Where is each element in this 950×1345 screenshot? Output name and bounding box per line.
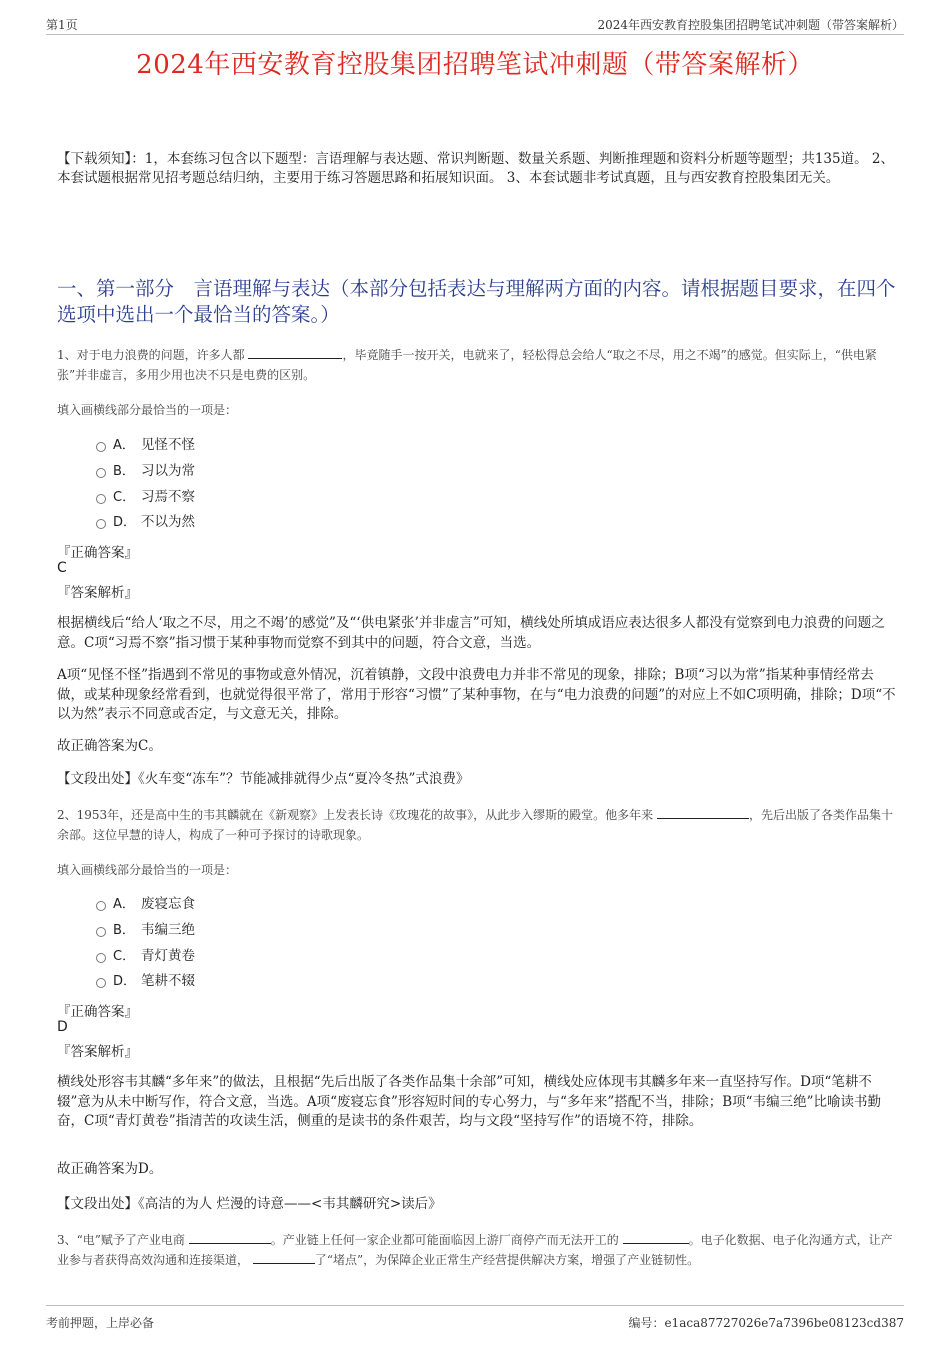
question-1-option-a[interactable]: A． 见怪不怪 xyxy=(96,435,195,455)
radio-icon[interactable] xyxy=(96,442,106,452)
question-2-text-b: ，先后出版了各类作品集十余部。这位早慧的诗人，构成了一种可予探讨的诗歌现象。 xyxy=(57,808,894,842)
question-1-text-a: 1、对于电力浪费的问题，许多人都 xyxy=(57,348,245,362)
section-heading: 一、第一部分 言语理解与表达（本部分包括表达与理解两方面的内容。请根据题目要求，在四个选项中选出一个最恰当的答案。） xyxy=(57,277,896,326)
question-2-conclusion: 故正确答案为D。 xyxy=(57,1161,163,1177)
question-2-stem xyxy=(57,805,902,845)
question-3-blank-1 xyxy=(189,1231,271,1244)
question-1-correct-tag: 『正确答案』 xyxy=(57,545,138,561)
question-2-option-c[interactable]: C． 青灯黄卷 xyxy=(96,946,195,966)
radio-icon[interactable] xyxy=(96,953,106,963)
question-2-option-a[interactable]: A． 废寝忘食 xyxy=(96,894,195,914)
radio-icon[interactable] xyxy=(96,901,106,911)
question-1-answer: C xyxy=(57,560,67,576)
question-1-analysis-2: A项“见怪不怪”指遇到不常见的事物或意外情况，沉着镇静，文段中浪费电力并非不常见的现象，排除；B项“习以为常”指某种事情经常去做，或某种现象经常看到，也就觉得很平常了，常用于形容“习惯”了某种事物，在与“电力浪费的问题”的对应上不如C项明确，排除；D项“不以为然”表示不同意或否定，与文意无关，排除。 xyxy=(57,667,896,722)
download-notice: 【下载须知】：1，本套练习包含以下题型：言语理解与表达题、常识判断题、数量关系题、判断推理题和资料分析题等题型；共135道。 2、本套试题根据常见招考题总结归纳，主要用于练习答题思路和拓展知识面。 3、本套试题非考试真题，且与西安教育控股集团无关。 xyxy=(57,151,894,186)
question-1-instruction: 填入画横线部分最恰当的一项是： xyxy=(57,403,238,417)
radio-icon[interactable] xyxy=(96,519,106,529)
document-title: 2024年西安教育控股集团招聘笔试冲刺题（带答案解析） xyxy=(136,50,814,80)
question-2-answer: D xyxy=(57,1019,68,1035)
question-3-text-b: 。产业链上任何一家企业都可能面临因上游厂商停产而无法开工的 xyxy=(270,1233,619,1247)
question-3-text-d: 了“堵点”，为保障企业正常生产经营提供解决方案，增强了产业链韧性。 xyxy=(314,1253,700,1267)
footer-doc-id: 编号：e1aca87727026e7a7396be08123cd387 xyxy=(628,1316,904,1330)
question-2-instruction: 填入画横线部分最恰当的一项是： xyxy=(57,863,238,877)
question-3-stem xyxy=(57,1230,902,1270)
question-2-source: 【文段出处】《高洁的为人 烂漫的诗意——<韦其麟研究>读后》 xyxy=(57,1196,442,1212)
radio-icon[interactable] xyxy=(96,468,106,478)
question-3-text-a: 3、“电”赋予了产业电商 xyxy=(57,1233,185,1247)
question-3-blank-2 xyxy=(623,1231,689,1244)
question-2-analysis-1: 横线处形容韦其麟“多年来”的做法，且根据“先后出版了各类作品集十余部”可知，横线处应体现韦其麟多年来一直坚持写作。D项“笔耕不辍”意为从未中断写作，符合文意，当选。A项“废寝忘食”形容短时间的专心努力，与“多年来”搭配不当，排除；B项“韦编三绝”比喻读书勤奋，C项“青灯黄卷”指清苦的攻读生活，侧重的是读书的条件艰苦，均与文段“坚持写作”的语境不符，排除。 xyxy=(57,1074,881,1129)
question-1-analysis-1: 根据横线后“给人‘取之不尽，用之不竭’的感觉”及“‘供电紧张’并非虚言”可知，横线处所填成语应表达很多人都没有觉察到电力浪费的问题之意。C项“习焉不察”指习惯于某种事物而觉察不到其中的问题，符合文意，当选。 xyxy=(57,615,885,651)
page-footer xyxy=(46,1305,904,1328)
footer-slogan: 考前押题，上岸必备 xyxy=(46,1316,155,1330)
radio-icon[interactable] xyxy=(96,494,106,504)
question-2-blank xyxy=(657,806,749,819)
page-header xyxy=(46,14,904,35)
question-1-blank xyxy=(248,346,342,359)
question-3-text-c: 。电子化数据、电子化沟通方式，让产业参与者获得高效沟通和连接渠道， xyxy=(57,1233,893,1267)
page-number: 第1页 xyxy=(46,18,78,32)
question-1-conclusion: 故正确答案为C。 xyxy=(57,738,162,754)
question-1-stem xyxy=(57,345,902,385)
radio-icon[interactable] xyxy=(96,927,106,937)
question-2-option-d[interactable]: D． 笔耕不辍 xyxy=(96,971,195,991)
question-3-blank-3 xyxy=(253,1251,315,1264)
question-2-option-b[interactable]: B． 韦编三绝 xyxy=(96,920,195,940)
question-1-option-d[interactable]: D． 不以为然 xyxy=(96,512,195,532)
question-1-source: 【文段出处】《火车变“冻车”？节能减排就得少点“夏冷冬热”式浪费》 xyxy=(57,771,470,787)
question-1-option-b[interactable]: B． 习以为常 xyxy=(96,461,195,481)
question-1-option-c[interactable]: C． 习焉不察 xyxy=(96,487,195,507)
header-doc-title: 2024年西安教育控股集团招聘笔试冲刺题（带答案解析） xyxy=(597,18,904,32)
question-2-text-a: 2、1953年，还是高中生的韦其麟就在《新观察》上发表长诗《玫瑰花的故事》，从此步入缪斯的殿堂。他多年来 xyxy=(57,808,654,822)
question-1-analysis-tag: 『答案解析』 xyxy=(57,585,138,601)
question-1-text-b: ，毕竟随手一按开关，电就来了，轻松得总会给人“取之不尽，用之不竭”的感觉。但实际上，“供电紧张”并非虚言，多用少用也决不只是电费的区别。 xyxy=(57,348,877,382)
question-2-correct-tag: 『正确答案』 xyxy=(57,1004,138,1020)
radio-icon[interactable] xyxy=(96,978,106,988)
question-2-analysis-tag: 『答案解析』 xyxy=(57,1044,138,1060)
